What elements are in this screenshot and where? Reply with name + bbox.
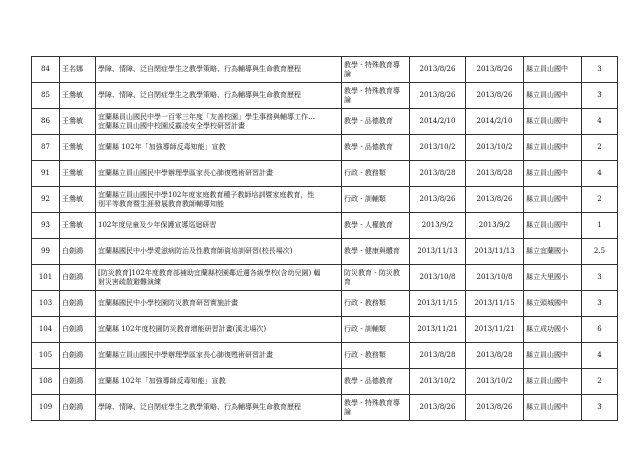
category-cell xyxy=(342,135,410,161)
hours-cell: 2.5 xyxy=(582,239,618,265)
table-row xyxy=(32,83,618,109)
start-date-cell: 2013/11/15 xyxy=(410,291,466,317)
course-title-cell xyxy=(96,239,342,265)
school-cell: 縣立員山國中 xyxy=(524,135,582,161)
teacher-name-cell: 白劍鴻 xyxy=(60,317,96,343)
teacher-name-cell: 白劍鴻 xyxy=(60,239,96,265)
table-row xyxy=(32,109,618,135)
hours-cell: 3 xyxy=(582,291,618,317)
category-cell xyxy=(342,343,410,369)
table-row xyxy=(32,395,618,421)
teacher-name-cell: 王鶯敏 xyxy=(60,161,96,187)
end-date-cell: 2013/8/28 xyxy=(466,343,524,369)
table-body xyxy=(32,57,618,421)
course-title-cell-line: 學障、情障、泛自閉症學生之教學策略、行為輔導與生命教育歷程 xyxy=(98,65,301,73)
course-title-cell xyxy=(96,265,342,291)
teacher-name-cell: 王鶯敏 xyxy=(60,109,96,135)
school-cell: 縣立員山國中 xyxy=(524,343,582,369)
course-title-cell xyxy=(96,317,342,343)
category-cell-line: 行政 - 訓輔類 xyxy=(344,195,386,203)
teacher-name-cell: 王鶯敏 xyxy=(60,135,96,161)
category-cell-line: 教學 - 品德教育 xyxy=(344,377,393,385)
start-date-cell: 2013/11/21 xyxy=(410,317,466,343)
table-row xyxy=(32,57,618,83)
category-cell xyxy=(342,161,410,187)
teacher-name-cell: 王鶯敏 xyxy=(60,187,96,213)
end-date-cell: 2013/10/2 xyxy=(466,135,524,161)
end-date-cell: 2013/10/8 xyxy=(466,265,524,291)
teacher-name-cell: 王鶯敏 xyxy=(60,83,96,109)
category-cell-line: 論 xyxy=(344,69,351,78)
table-row xyxy=(32,213,618,239)
end-date-cell: 2013/11/15 xyxy=(466,291,524,317)
record-number-cell: 101 xyxy=(32,265,60,291)
category-cell-line: 防災教育 - 防災教 xyxy=(344,268,400,277)
school-cell: 縣立大里國小 xyxy=(524,265,582,291)
hours-cell: 2 xyxy=(582,187,618,213)
hours-cell: 3 xyxy=(582,57,618,83)
end-date-cell: 2013/8/26 xyxy=(466,57,524,83)
end-date-cell: 2013/8/26 xyxy=(466,83,524,109)
teacher-name-cell: 王名娜 xyxy=(60,57,96,83)
hours-cell: 6 xyxy=(582,317,618,343)
hours-cell: 3 xyxy=(582,395,618,421)
course-title-cell xyxy=(96,369,342,395)
course-title-cell-line: 學障、情障、泛自閉症學生之教學策略、行為輔導與生命教育歷程 xyxy=(98,403,301,411)
table-row xyxy=(32,291,618,317)
teacher-name-cell: 白劍鴻 xyxy=(60,343,96,369)
category-cell-line: 教學 - 特殊教育導 xyxy=(344,86,400,95)
course-title-cell xyxy=(96,343,342,369)
end-date-cell: 2013/11/13 xyxy=(466,239,524,265)
school-cell: 縣立員山國中 xyxy=(524,161,582,187)
category-cell-line: 行政 - 教務類 xyxy=(344,351,386,359)
course-title-cell-line: 宜蘭縣 102年「加強導師反毒知能」宣教 xyxy=(98,377,226,385)
course-title-cell xyxy=(96,213,342,239)
course-title-cell xyxy=(96,395,342,421)
training-records-table xyxy=(31,56,618,421)
record-number-cell: 105 xyxy=(32,343,60,369)
hours-cell: 1 xyxy=(582,213,618,239)
category-cell-line: 教學 - 特殊教育導 xyxy=(344,398,400,407)
record-number-cell: 104 xyxy=(32,317,60,343)
end-date-cell: 2013/8/26 xyxy=(466,187,524,213)
teacher-name-cell: 白劍鴻 xyxy=(60,265,96,291)
hours-cell: 2 xyxy=(582,369,618,395)
end-date-cell: 2013/8/26 xyxy=(466,395,524,421)
course-title-cell-line: 射災害疏散避難演練 xyxy=(98,277,161,286)
school-cell: 縣立員山國中 xyxy=(524,369,582,395)
hours-cell: 4 xyxy=(582,109,618,135)
table-row xyxy=(32,265,618,291)
start-date-cell: 2013/8/26 xyxy=(410,395,466,421)
table-row xyxy=(32,187,618,213)
category-cell xyxy=(342,109,410,135)
course-title-cell-line: 宜蘭縣 102年度校園防災教育增能研習計畫(溪北場次) xyxy=(98,325,267,333)
category-cell xyxy=(342,369,410,395)
school-cell: 縣立員山國中 xyxy=(524,213,582,239)
start-date-cell: 2013/8/28 xyxy=(410,161,466,187)
table-row xyxy=(32,161,618,187)
school-cell: 縣立頭城國中 xyxy=(524,291,582,317)
school-cell: 縣立員山國中 xyxy=(524,109,582,135)
course-title-cell-line: 別平等教育暨生涯發展教育教師輔導知能 xyxy=(98,199,224,208)
record-number-cell: 87 xyxy=(32,135,60,161)
course-title-cell xyxy=(96,161,342,187)
hours-cell: 2 xyxy=(582,135,618,161)
hours-cell: 3 xyxy=(582,265,618,291)
table-row xyxy=(32,343,618,369)
record-number-cell: 92 xyxy=(32,187,60,213)
course-title-cell-line: 宜蘭縣立員山國民中學102年度家庭教育種子教師培訓暨家庭教育，性 xyxy=(98,190,315,199)
course-title-cell xyxy=(96,187,342,213)
category-cell xyxy=(342,317,410,343)
record-number-cell: 93 xyxy=(32,213,60,239)
course-title-cell-line: 宜蘭縣立員山國民中學辦理學區家長心肺復甦術研習計畫 xyxy=(98,169,273,177)
course-title-cell-line: 宜蘭縣國民中小學愛滋病防治及性教育師資培訓研習(校長場次) xyxy=(98,247,293,255)
record-number-cell: 103 xyxy=(32,291,60,317)
course-title-cell-line: 學障、情障、泛自閉症學生之教學策略、行為輔導與生命教育歷程 xyxy=(98,91,301,99)
school-cell: 縣立員山國中 xyxy=(524,187,582,213)
course-title-cell xyxy=(96,57,342,83)
category-cell-line: 行政 - 訓輔類 xyxy=(344,325,386,333)
category-cell xyxy=(342,265,410,291)
category-cell-line: 教學 - 品德教育 xyxy=(344,143,393,151)
course-title-cell-line: 宜蘭縣立員山國中校園反霸凌安全學校研習計畫 xyxy=(98,121,245,130)
record-number-cell: 109 xyxy=(32,395,60,421)
school-cell: 縣立宜蘭國小 xyxy=(524,239,582,265)
hours-cell: 4 xyxy=(582,343,618,369)
teacher-name-cell: 白劍鴻 xyxy=(60,291,96,317)
table-row xyxy=(32,135,618,161)
course-title-cell-line: 宜蘭縣 102年「加強導師反毒知能」宣教 xyxy=(98,143,226,151)
course-title-cell-line: 102年度兒童及少年保護宣導巡迴研習 xyxy=(98,221,217,229)
start-date-cell: 2013/8/26 xyxy=(410,187,466,213)
category-cell-line: 論 xyxy=(344,407,351,416)
start-date-cell: 2013/10/8 xyxy=(410,265,466,291)
category-cell-line: 教學 - 健康與體育 xyxy=(344,247,400,255)
category-cell xyxy=(342,239,410,265)
course-title-cell-line: 宜蘭縣員山國民中學一百零三年度「友善校園」學生事務與輔導工作… xyxy=(98,112,315,121)
category-cell xyxy=(342,83,410,109)
end-date-cell: 2013/10/2 xyxy=(466,369,524,395)
school-cell: 縣立員山國中 xyxy=(524,57,582,83)
category-cell xyxy=(342,213,410,239)
table-row xyxy=(32,369,618,395)
table-row xyxy=(32,239,618,265)
course-title-cell xyxy=(96,135,342,161)
teacher-name-cell: 白劍鴻 xyxy=(60,369,96,395)
course-title-cell-line: [防災教育]102年度教育部補助宜蘭縣校園鄰近邊各級學校(含幼兒園) 輻 xyxy=(98,268,321,277)
category-cell-line: 育 xyxy=(344,277,351,286)
category-cell-line: 論 xyxy=(344,95,351,104)
school-cell: 縣立成功國小 xyxy=(524,317,582,343)
category-cell-line: 教學 - 人權教育 xyxy=(344,221,393,229)
category-cell xyxy=(342,187,410,213)
record-number-cell: 108 xyxy=(32,369,60,395)
end-date-cell: 2013/11/21 xyxy=(466,317,524,343)
hours-cell: 3 xyxy=(582,83,618,109)
end-date-cell: 2013/8/28 xyxy=(466,161,524,187)
hours-cell: 4 xyxy=(582,161,618,187)
end-date-cell: 2014/2/10 xyxy=(466,109,524,135)
teacher-name-cell: 白劍鴻 xyxy=(60,395,96,421)
category-cell-line: 行政 - 教務類 xyxy=(344,299,386,307)
school-cell: 縣立員山國中 xyxy=(524,83,582,109)
course-title-cell xyxy=(96,83,342,109)
record-number-cell: 85 xyxy=(32,83,60,109)
start-date-cell: 2014/2/10 xyxy=(410,109,466,135)
category-cell-line: 教學 - 特殊教育導 xyxy=(344,60,400,69)
table-row xyxy=(32,317,618,343)
record-number-cell: 91 xyxy=(32,161,60,187)
course-title-cell-line: 宜蘭縣國民中小學校園防災教育研習實施計畫 xyxy=(98,299,238,307)
start-date-cell: 2013/8/26 xyxy=(410,83,466,109)
start-date-cell: 2013/11/13 xyxy=(410,239,466,265)
course-title-cell-line: 宜蘭縣立員山國民中學辦理學區家長心肺復甦術研習計畫 xyxy=(98,351,273,359)
end-date-cell: 2013/9/2 xyxy=(466,213,524,239)
record-number-cell: 84 xyxy=(32,57,60,83)
school-cell: 縣立員山國中 xyxy=(524,395,582,421)
record-number-cell: 99 xyxy=(32,239,60,265)
category-cell xyxy=(342,57,410,83)
start-date-cell: 2013/8/28 xyxy=(410,343,466,369)
start-date-cell: 2013/10/2 xyxy=(410,135,466,161)
start-date-cell: 2013/9/2 xyxy=(410,213,466,239)
start-date-cell: 2013/8/26 xyxy=(410,57,466,83)
category-cell xyxy=(342,291,410,317)
start-date-cell: 2013/10/2 xyxy=(410,369,466,395)
record-number-cell: 86 xyxy=(32,109,60,135)
course-title-cell xyxy=(96,291,342,317)
course-title-cell xyxy=(96,109,342,135)
category-cell-line: 行政 - 教務類 xyxy=(344,169,386,177)
teacher-name-cell: 王鶯敏 xyxy=(60,213,96,239)
category-cell xyxy=(342,395,410,421)
category-cell-line: 教學 - 品德教育 xyxy=(344,117,393,125)
